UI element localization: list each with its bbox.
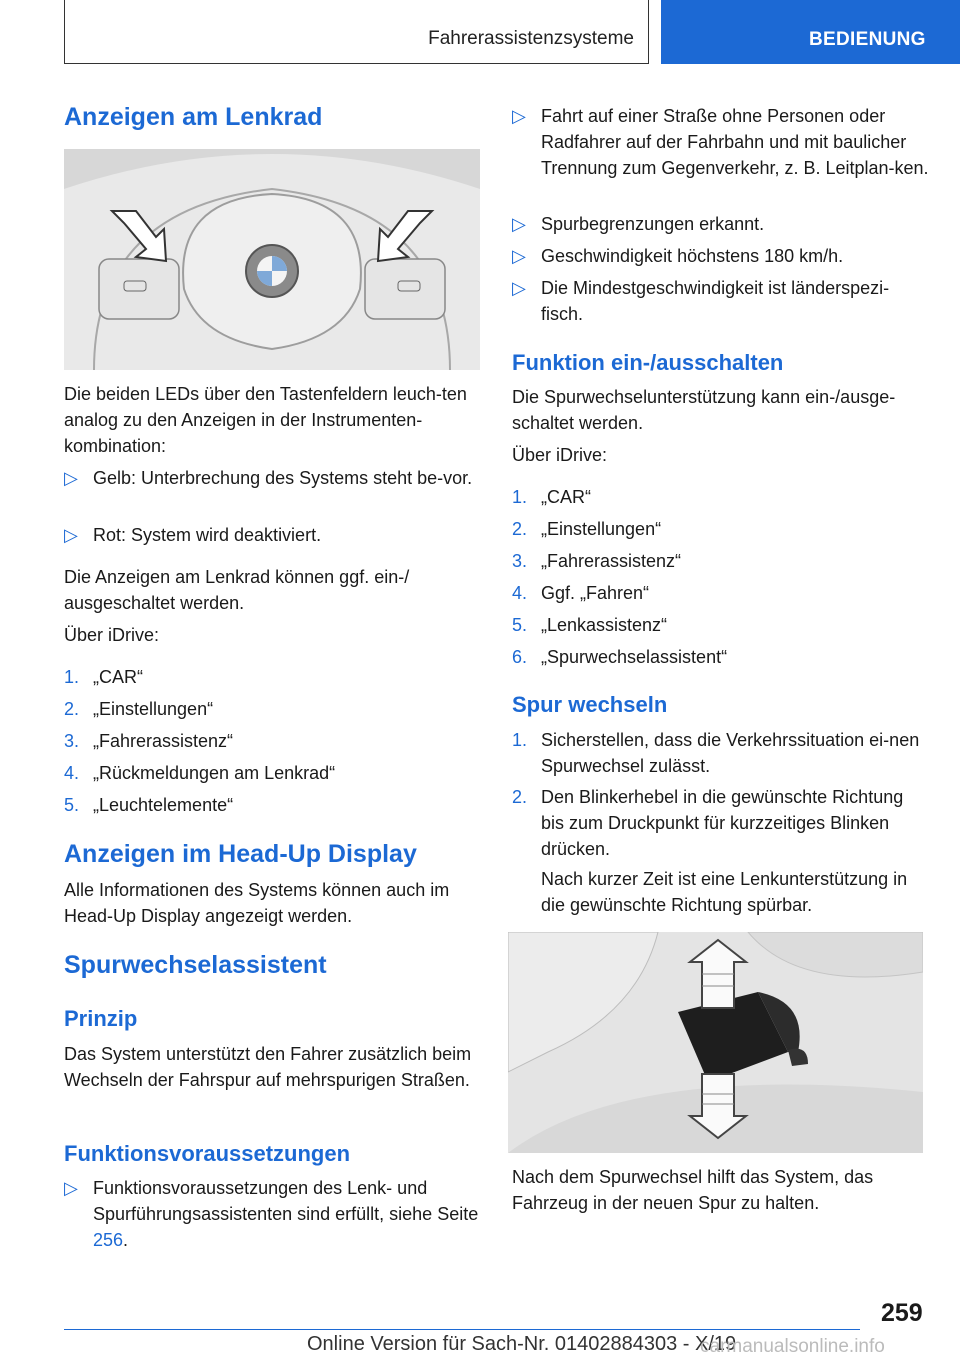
- list-item: [64, 696, 480, 722]
- header-chapter-label: BEDIENUNG: [809, 29, 926, 50]
- heading-head-up-display: Anzeigen im Head-Up Display: [64, 840, 417, 868]
- list-item: [64, 728, 480, 754]
- bullet-marker: ▷: [512, 106, 526, 126]
- number-marker: 2.: [512, 519, 528, 539]
- page-number: 259: [881, 1299, 923, 1327]
- number-marker: 5.: [64, 795, 80, 815]
- list-item: [512, 612, 928, 638]
- footer-rule: [64, 1329, 860, 1330]
- list-item: [64, 1175, 480, 1253]
- number-marker: 5.: [512, 615, 528, 635]
- list-item: [512, 484, 928, 510]
- paragraph-idrive: Über iDrive:: [64, 625, 160, 645]
- heading-spurwechselassistent: Spurwechselassistent: [64, 951, 327, 979]
- paragraph-nach-spurwechsel: Nach dem Spurwechsel hilft das System, das Fahrzeug in der neuen Spur zu halten.: [512, 1167, 874, 1213]
- number-marker: 1.: [512, 730, 528, 750]
- heading-funktionsvoraussetzungen: Funktionsvoraussetzungen: [64, 1141, 351, 1166]
- list-item: [512, 784, 930, 862]
- list-item-text: Gelb: Unterbrechung des Systems steht be-vor.: [93, 468, 473, 488]
- paragraph-leds: Die beiden LEDs über den Tastenfeldern leuch-ten analog zu den Anzeigen in der Instrumenten-kombination:: [64, 384, 467, 456]
- list-item: [64, 664, 480, 690]
- number-marker: 3.: [64, 731, 80, 751]
- list-item-text: „CAR“: [93, 667, 143, 687]
- paragraph-prinzip: Das System unterstützt den Fahrer zusätzlich beim Wechseln der Fahrspur auf mehrspurigen Straßen.: [64, 1044, 472, 1090]
- header-chapter-tab: [661, 0, 960, 64]
- list-item: [512, 211, 930, 237]
- list-item-text: „Rückmeldungen am Lenkrad“: [93, 763, 336, 783]
- number-marker: 4.: [512, 583, 528, 603]
- paragraph-head-up: Alle Informationen des Systems können auch im Head-Up Display angezeigt werden.: [64, 880, 450, 926]
- bullet-marker: ▷: [64, 525, 78, 545]
- list-item: [512, 243, 930, 269]
- footer-text: Online Version für Sach-Nr. 01402884303 - X/19: [307, 1333, 737, 1355]
- number-marker: 2.: [64, 699, 80, 719]
- list-item-text: Sicherstellen, dass die Verkehrssituation ei-nen Spurwechsel zulässt.: [541, 730, 920, 776]
- page-reference-link[interactable]: 256: [93, 1230, 124, 1250]
- list-item-text: Funktionsvoraussetzungen des Lenk- und Spurführungsassistenten sind erfüllt, siehe Seite: [93, 1178, 479, 1224]
- bullet-marker: ▷: [512, 246, 526, 266]
- heading-spur-wechseln: Spur wechseln: [512, 692, 668, 717]
- list-item: [512, 727, 930, 779]
- list-item: [512, 548, 928, 574]
- steering-wheel-image: [64, 149, 480, 370]
- list-item-text: Den Blinkerhebel in die gewünschte Richtung bis zum Druckpunkt für kurzzeitiges Blinken drücken.: [541, 787, 904, 859]
- list-item: [512, 580, 928, 606]
- header-section-title: Fahrerassistenzsysteme: [428, 28, 634, 49]
- bullet-marker: ▷: [512, 278, 526, 298]
- heading-anzeigen-lenkrad: Anzeigen am Lenkrad: [64, 103, 323, 131]
- list-item-text: Die Mindestgeschwindigkeit ist länderspezi-fisch.: [541, 278, 890, 324]
- paragraph-ein-ausschalten: Die Anzeigen am Lenkrad können ggf. ein-/ ausgeschaltet werden.: [64, 567, 410, 613]
- list-item-text: „Fahrerassistenz“: [93, 731, 234, 751]
- list-item: [512, 516, 928, 542]
- turn-signal-lever-image: [508, 932, 923, 1153]
- list-item-text: Geschwindigkeit höchstens 180 km/h.: [541, 246, 844, 266]
- list-item: [512, 644, 928, 670]
- number-marker: 6.: [512, 647, 528, 667]
- list-item-text: „Einstellungen“: [93, 699, 214, 719]
- paragraph-note: Nach kurzer Zeit ist eine Lenkunterstützung in die gewünschte Richtung spürbar.: [541, 869, 908, 915]
- list-item-end: .: [123, 1230, 129, 1250]
- list-item-text: „CAR“: [541, 487, 591, 507]
- list-item-text: Fahrt auf einer Straße ohne Personen oder Radfahrer auf der Fahrbahn und mit baulicher Trennung zum Gegenverkehr, z. B. Leitplan-ken.: [541, 106, 929, 178]
- header-box: [64, 0, 649, 64]
- list-item-text: „Fahrerassistenz“: [541, 551, 682, 571]
- paragraph-idrive: Über iDrive:: [512, 445, 608, 465]
- number-marker: 2.: [512, 787, 528, 807]
- list-item-text: „Leuchtelemente“: [93, 795, 234, 815]
- list-item-text: Rot: System wird deaktiviert.: [93, 525, 322, 545]
- list-item: [64, 465, 480, 491]
- bullet-marker: ▷: [512, 214, 526, 234]
- list-item-text: „Lenkassistenz“: [541, 615, 668, 635]
- list-item: [64, 522, 480, 548]
- list-item: [512, 103, 930, 181]
- heading-funktion-ein-ausschalten: Funktion ein-/ausschalten: [512, 350, 784, 375]
- list-item: [64, 792, 480, 818]
- list-item-text: „Einstellungen“: [541, 519, 662, 539]
- paragraph-funktion: Die Spurwechselunterstützung kann ein-/ausge-schaltet werden.: [512, 387, 896, 433]
- list-item-text: Spurbegrenzungen erkannt.: [541, 214, 765, 234]
- list-item: [64, 760, 480, 786]
- list-item: [512, 275, 930, 327]
- list-item-text: „Spurwechselassistent“: [541, 647, 728, 667]
- bullet-marker: ▷: [64, 468, 78, 488]
- number-marker: 3.: [512, 551, 528, 571]
- heading-prinzip: Prinzip: [64, 1006, 138, 1031]
- number-marker: 1.: [64, 667, 80, 687]
- number-marker: 1.: [512, 487, 528, 507]
- list-item-text: Ggf. „Fahren“: [541, 583, 650, 603]
- bullet-marker: ▷: [64, 1178, 78, 1198]
- number-marker: 4.: [64, 763, 80, 783]
- watermark: carmanualsonline.info: [700, 1336, 885, 1357]
